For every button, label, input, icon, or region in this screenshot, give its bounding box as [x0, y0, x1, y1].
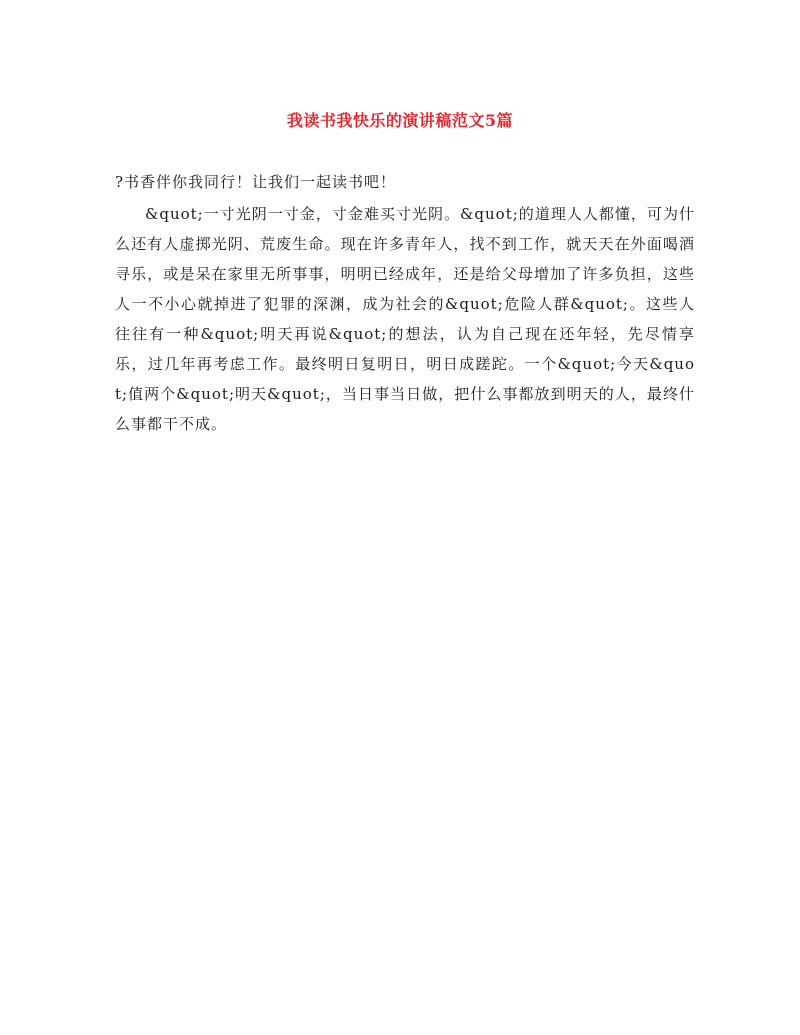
body-paragraph: &quot;一寸光阴一寸金，寸金难买寸光阴。&quot;的道理人人都懂，可为什么还有人虚掷光阴、荒废生命。现在许多青年人，找不到工作，就天天在外面喝酒寻乐，或是呆在家里无所事事，明明已经成年，还是给父母增加了许多负担，这些人一不小心就掉进了犯罪的深渊，成为社会的&quot;危险人群&quot;。这些人往往有一种&quot;明天再说&quot;的想法，认为自己现在还年轻，先尽情享乐，过几年再考虑工作。最终明日复明日，明日成蹉跎。一个&quot;今天&quot;值两个&quot;明天&quot;，当日事当日做，把什么事都放到明天的人，最终什么事都干不成。: [115, 205, 695, 433]
intro-line: ?书香伴你我同行！让我们一起读书吧！: [115, 173, 397, 191]
document-title: 我读书我快乐的演讲稿范文5篇: [286, 111, 514, 130]
